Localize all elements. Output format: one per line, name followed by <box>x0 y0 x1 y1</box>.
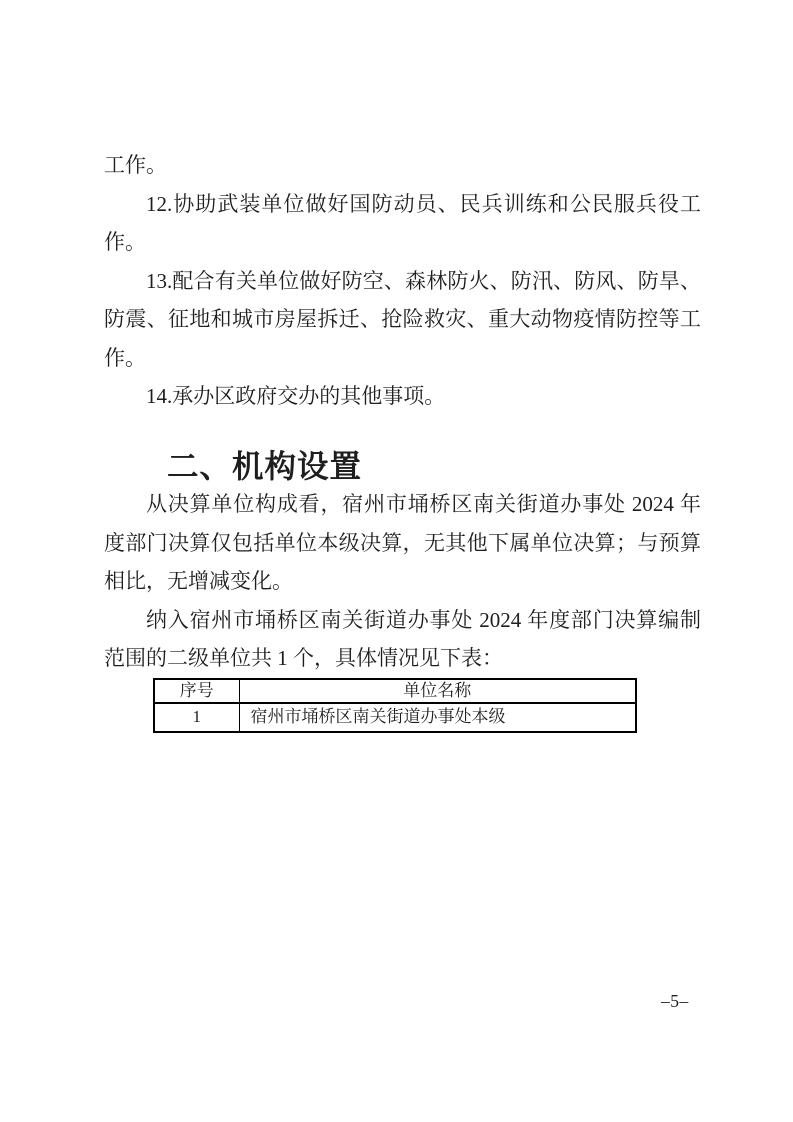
page-number: –5– <box>661 991 689 1011</box>
table-header-seq: 序号 <box>154 679 239 703</box>
section-heading: 二、机构设置 <box>167 447 363 484</box>
paragraph-unit-composition: 从决算单位构成看，宿州市埇桥区南关街道办事处 2024 年度部门决算仅包括单位本级决算，无其他下属单位决算；与预算相比，无增减变化。 <box>104 492 701 593</box>
list-item-13: 13.配合有关单位做好防空、森林防火、防汛、防风、防旱、防震、征地和城市房屋拆迁、抢险救灾、重大动物疫情防控等工作。 <box>104 268 701 370</box>
cell-unit-name: 宿州市埇桥区南关街道办事处本级 <box>239 703 636 732</box>
units-table <box>153 678 637 733</box>
table-header-unit-name: 单位名称 <box>239 679 636 703</box>
paragraph-units-intro: 纳入宿州市埇桥区南关街道办事处 2024 年度部门决算编制范围的二级单位共 1 个，具体情况见下表： <box>104 607 701 670</box>
list-item-12: 12.协助武装单位做好国防动员、民兵训练和公民服兵役工作。 <box>104 191 701 254</box>
table-row <box>154 703 636 732</box>
paragraph-continuation: 工作。 <box>104 153 167 177</box>
units-table-header <box>154 679 636 703</box>
units-table-body <box>154 703 636 732</box>
document-body <box>104 146 701 733</box>
list-item-14: 14.承办区政府交办的其他事项。 <box>146 384 446 408</box>
cell-seq: 1 <box>154 703 239 732</box>
table-header-row <box>154 679 636 703</box>
